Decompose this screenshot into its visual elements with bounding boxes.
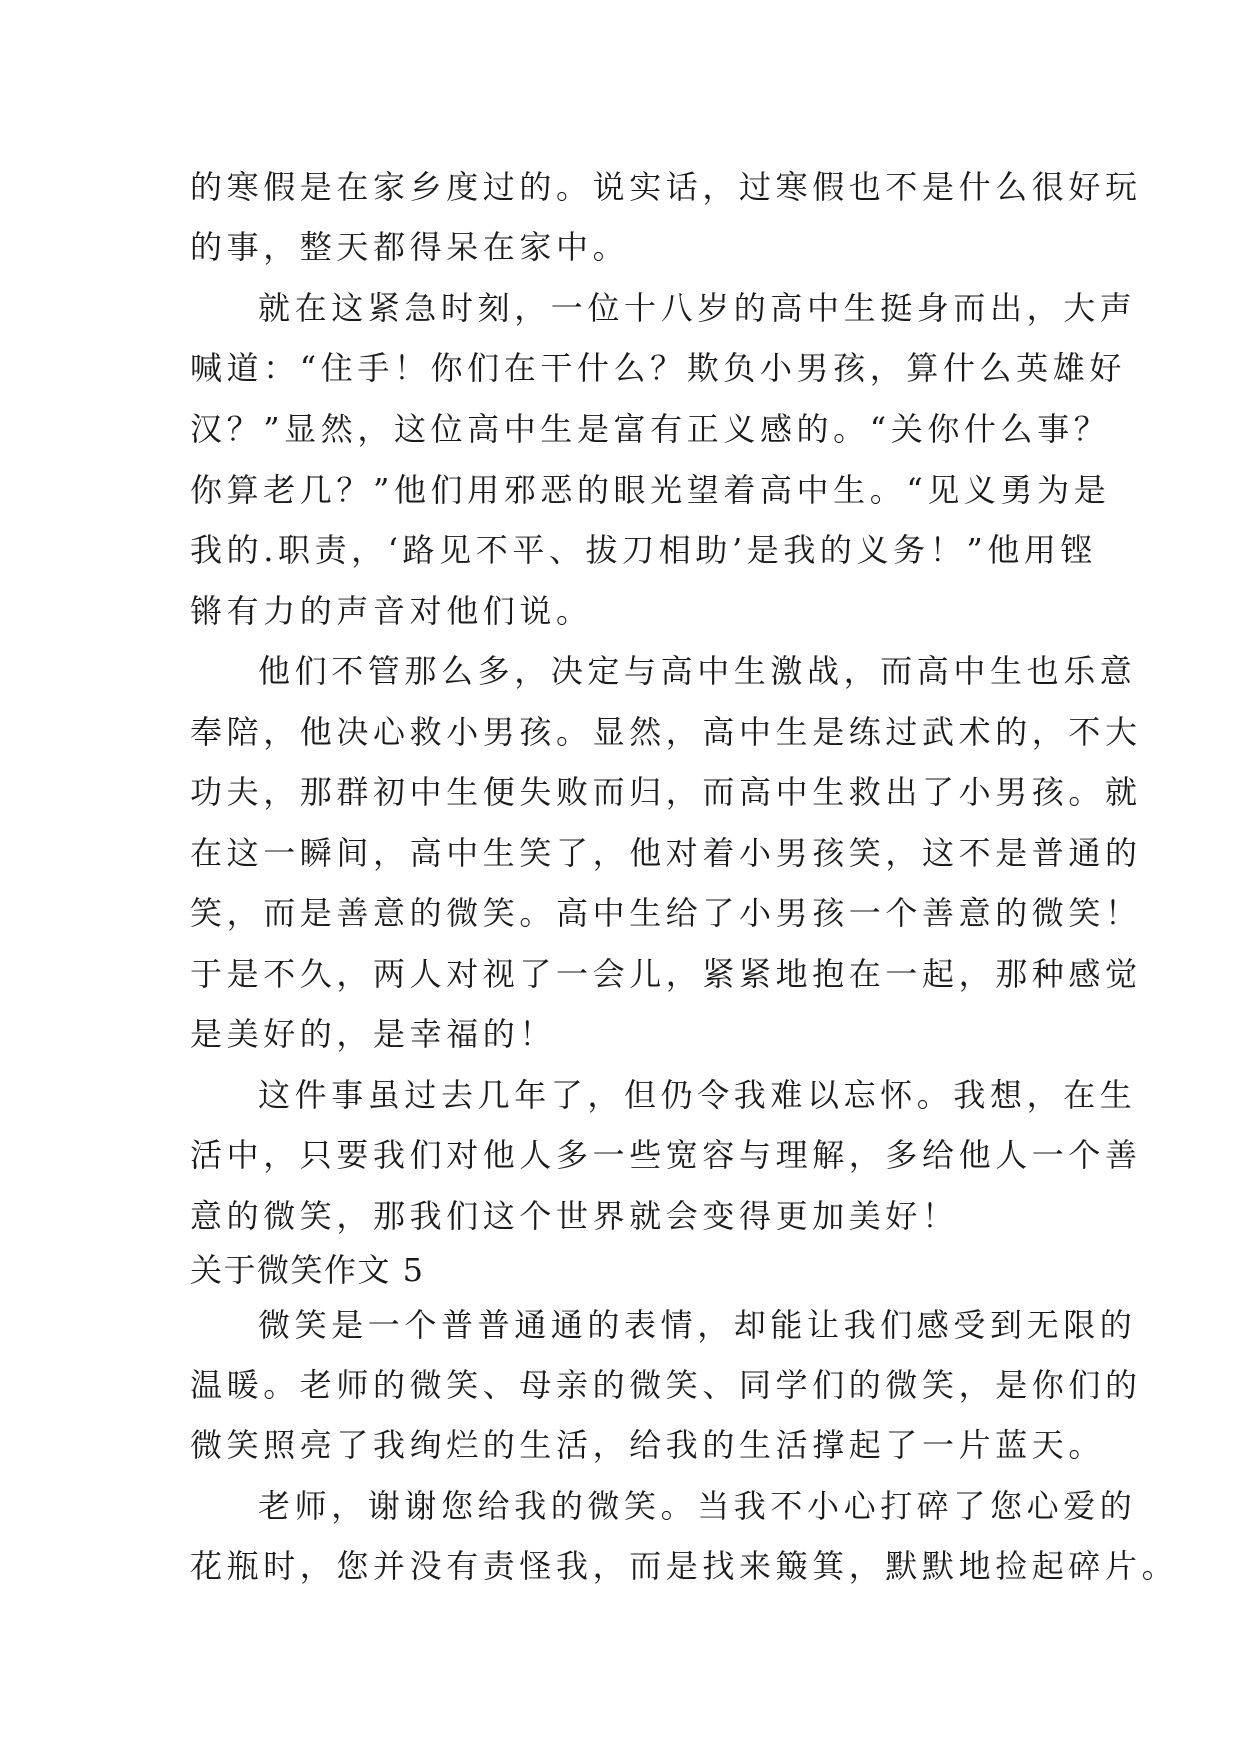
paragraph-first-line: 老师，谢谢您给我的微笑。当我不小心打碎了您心爱的 — [258, 1487, 1137, 1525]
text-line: 笑，而是善意的微笑。高中生给了小男孩一个善意的微笑！ — [190, 894, 1142, 932]
text-line: 花瓶时，您并没有责怪我，而是找来簸箕，默默地捡起碎片。 — [190, 1547, 1179, 1585]
paragraph-first-line: 微笑是一个普普通通的表情，却能让我们感受到无限的 — [258, 1306, 1137, 1344]
text-line: 的事，整天都得呆在家中。 — [190, 228, 630, 266]
text-line: 功夫，那群初中生便失败而归，而高中生救出了小男孩。就 — [190, 773, 1142, 811]
paragraph-first-line: 就在这紧急时刻，一位十八岁的高中生挺身而出，大声 — [258, 289, 1137, 327]
text-line: 喊道：“住手！你们在干什么？欺负小男孩，算什么英雄好 — [190, 349, 1126, 387]
text-line: 汉？”显然，这位高中生是富有正义感的。“关你什么事？ — [190, 410, 1111, 448]
section-heading: 关于微笑作文 5 — [190, 1251, 425, 1289]
paragraph-first-line: 他们不管那么多，决定与高中生激战，而高中生也乐意 — [258, 652, 1137, 690]
text-line: 于是不久，两人对视了一会儿，紧紧地抱在一起，那种感觉 — [190, 955, 1142, 993]
text-line: 微笑照亮了我绚烂的生活，给我的生活撑起了一片蓝天。 — [190, 1426, 1106, 1464]
text-line: 的寒假是在家乡度过的。说实话，过寒假也不是什么很好玩 — [190, 168, 1142, 206]
text-line: 在这一瞬间，高中生笑了，他对着小男孩笑，这不是普通的 — [190, 834, 1142, 872]
text-line: 你算老几？”他们用邪恶的眼光望着高中生。“见义勇为是 — [190, 471, 1111, 509]
text-line: 我的.职责，‘路见不平、拔刀相助’是我的义务！”他用铿 — [190, 531, 1098, 569]
text-line: 活中，只要我们对他人多一些宽容与理解，多给他人一个善 — [190, 1136, 1142, 1174]
paragraph-first-line: 这件事虽过去几年了，但仍令我难以忘怀。我想，在生 — [258, 1076, 1137, 1114]
text-line: 锵有力的声音对他们说。 — [190, 592, 593, 630]
text-line: 意的微笑，那我们这个世界就会变得更加美好！ — [190, 1197, 959, 1235]
text-line: 是美好的，是幸福的！ — [190, 1015, 557, 1053]
text-line: 奉陪，他决心救小男孩。显然，高中生是练过武术的，不大 — [190, 713, 1142, 751]
text-line: 温暖。老师的微笑、母亲的微笑、同学们的微笑，是你们的 — [190, 1366, 1142, 1404]
